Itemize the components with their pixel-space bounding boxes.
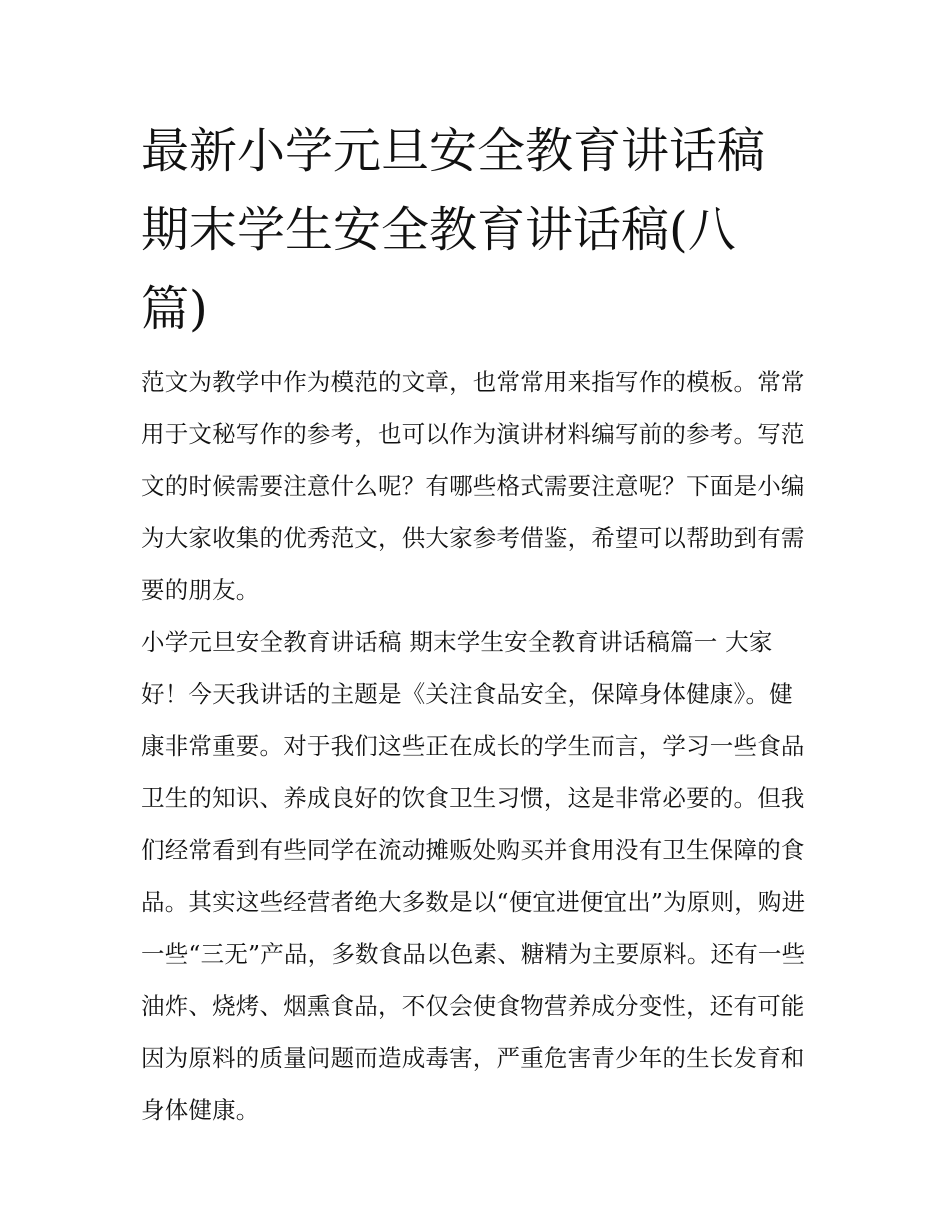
speech-paragraph: 小学元旦安全教育讲话稿 期末学生安全教育讲话稿篇一 大家好！今天我讲话的主题是《关注食品安全，保障身体健康》。健康非常重要。对于我们这些正在成长的学生而言，学习一些食品卫生的知识、养成良好的饮食卫生习惯，这是非常必要的。但我们经常看到有些同学在流动摊贩处购买并食用没有卫生保障的食品。其实这些经营者绝大多数是以“便宜进便宜出”为原则，购进一些“三无”产品，多数食品以色素、糖精为主要原料。还有一些油炸、烧烤、烟熏食品，不仅会使食物营养成分变性，还有可能因为原料的质量问题而造成毒害，严重危害青少年的生长发育和身体健康。: [141, 628, 806, 1124]
document-body: [141, 356, 813, 1136]
document-title: 最新小学元旦安全教育讲话稿期末学生安全教育讲话稿(八篇): [141, 123, 766, 337]
intro-paragraph: 范文为教学中作为模范的文章，也常常用来指写作的模板。常常用于文秘写作的参考，也可以作为演讲材料编写前的参考。写范文的时候需要注意什么呢？有哪些格式需要注意呢？下面是小编为大家收集的优秀范文，供大家参考借鉴，希望可以帮助到有需要的朋友。: [141, 368, 805, 604]
